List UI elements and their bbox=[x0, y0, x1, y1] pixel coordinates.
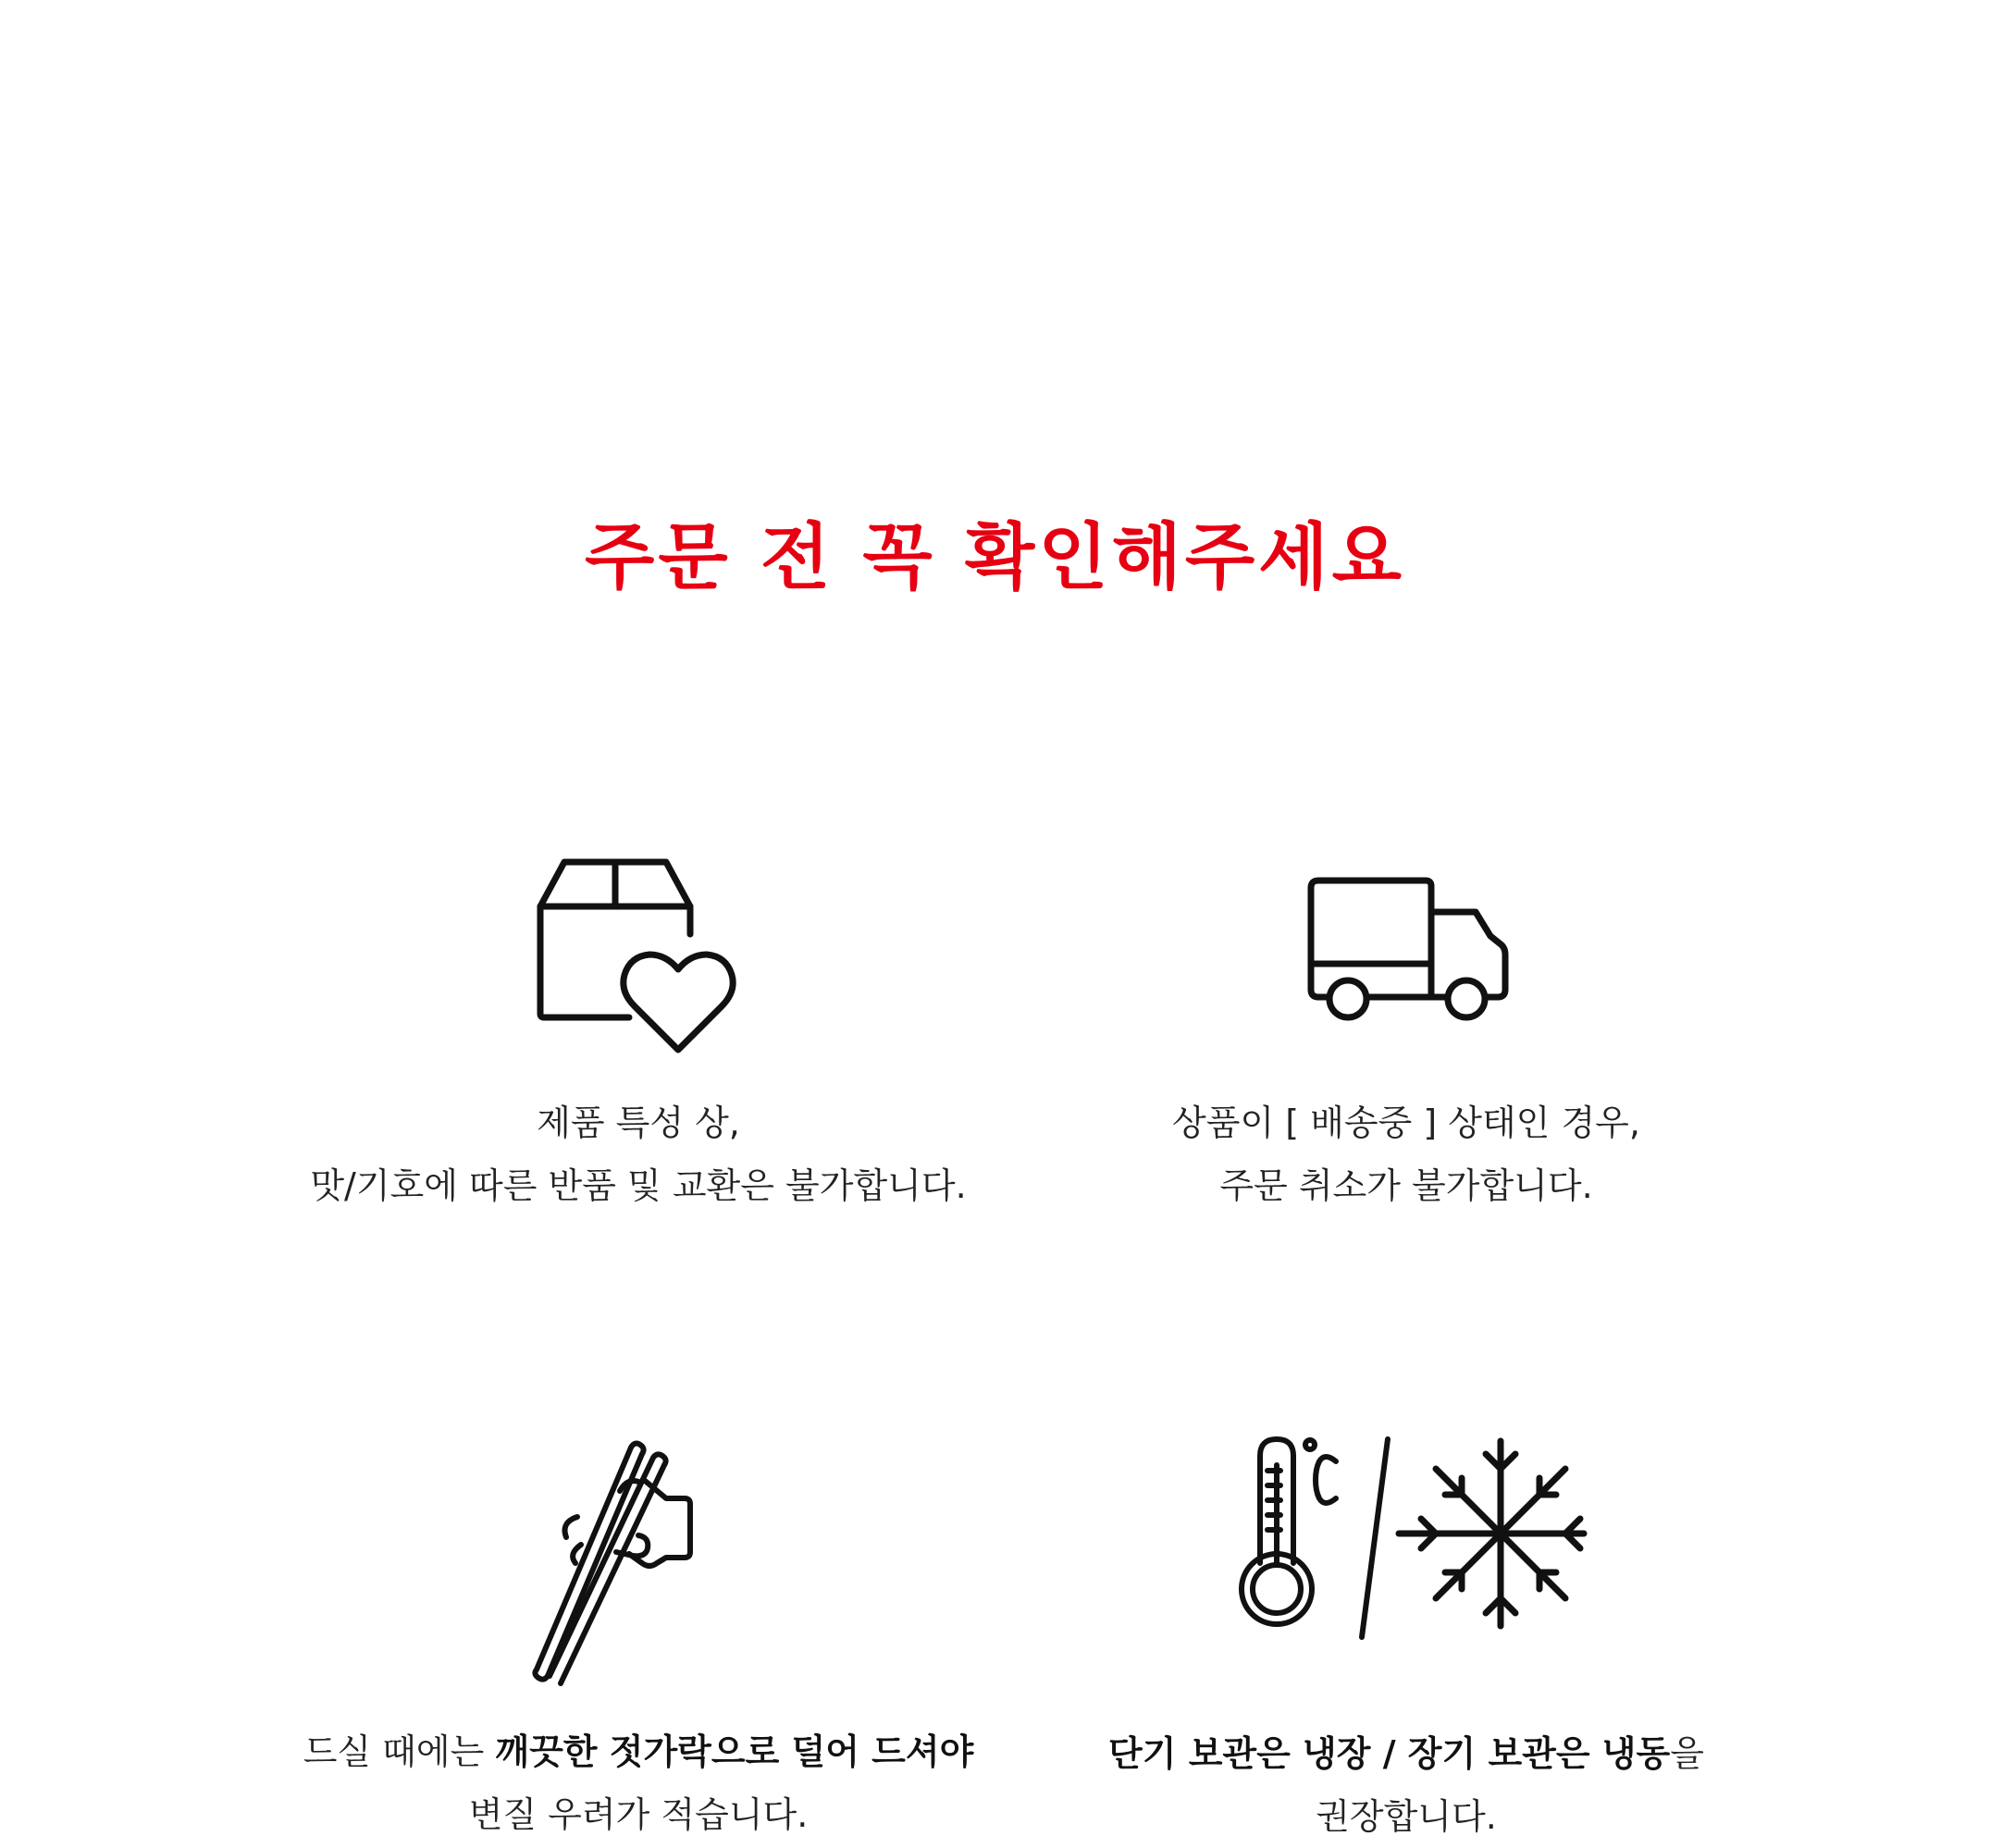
notice-storage bbox=[990, 1434, 1823, 1848]
notice-line-1-plain: 을 bbox=[1670, 1733, 1704, 1774]
delivery-truck-icon bbox=[1300, 851, 1513, 1054]
celsius-icon bbox=[1305, 1440, 1336, 1503]
notice-line-1-plain: 드실 때에는 bbox=[303, 1731, 496, 1772]
notice-line-2: 권장합니다. bbox=[1316, 1796, 1497, 1837]
notice-no-return bbox=[222, 851, 1055, 1217]
thermometer-snowflake-icon bbox=[1240, 1434, 1573, 1637]
notice-clean-chopsticks bbox=[222, 1434, 1055, 1846]
notice-no-cancel bbox=[990, 851, 1823, 1217]
notice-line-1-bold: 깨끗한 젓가락으로 덜어 드셔야 bbox=[495, 1731, 974, 1772]
notice-line-2: 주문 취소가 불가합니다. bbox=[1219, 1165, 1593, 1206]
box-heart-icon bbox=[537, 851, 740, 1054]
notice-line-1: 상품이 [ 배송중 ] 상태인 경우, bbox=[1172, 1103, 1640, 1143]
notice-line-1 bbox=[990, 1722, 1823, 1785]
notice-line-2: 변질 우려가 적습니다. bbox=[468, 1794, 809, 1835]
notice-line-1-bold: 단기 보관은 냉장 / 장기 보관은 냉동 bbox=[1108, 1733, 1671, 1774]
slash-icon bbox=[1362, 1439, 1388, 1637]
page-title: 주문 전 꼭 확인해주세요 bbox=[585, 515, 1405, 599]
chopsticks-hand-icon bbox=[527, 1434, 749, 1683]
thermometer-icon bbox=[1242, 1439, 1312, 1624]
notice-line-1 bbox=[222, 1720, 1055, 1783]
snowflake-icon bbox=[1399, 1441, 1584, 1626]
notice-line-1: 제품 특성 상, bbox=[537, 1103, 740, 1143]
notice-line-2: 맛/기호에 따른 반품 및 교환은 불가합니다. bbox=[310, 1165, 967, 1206]
